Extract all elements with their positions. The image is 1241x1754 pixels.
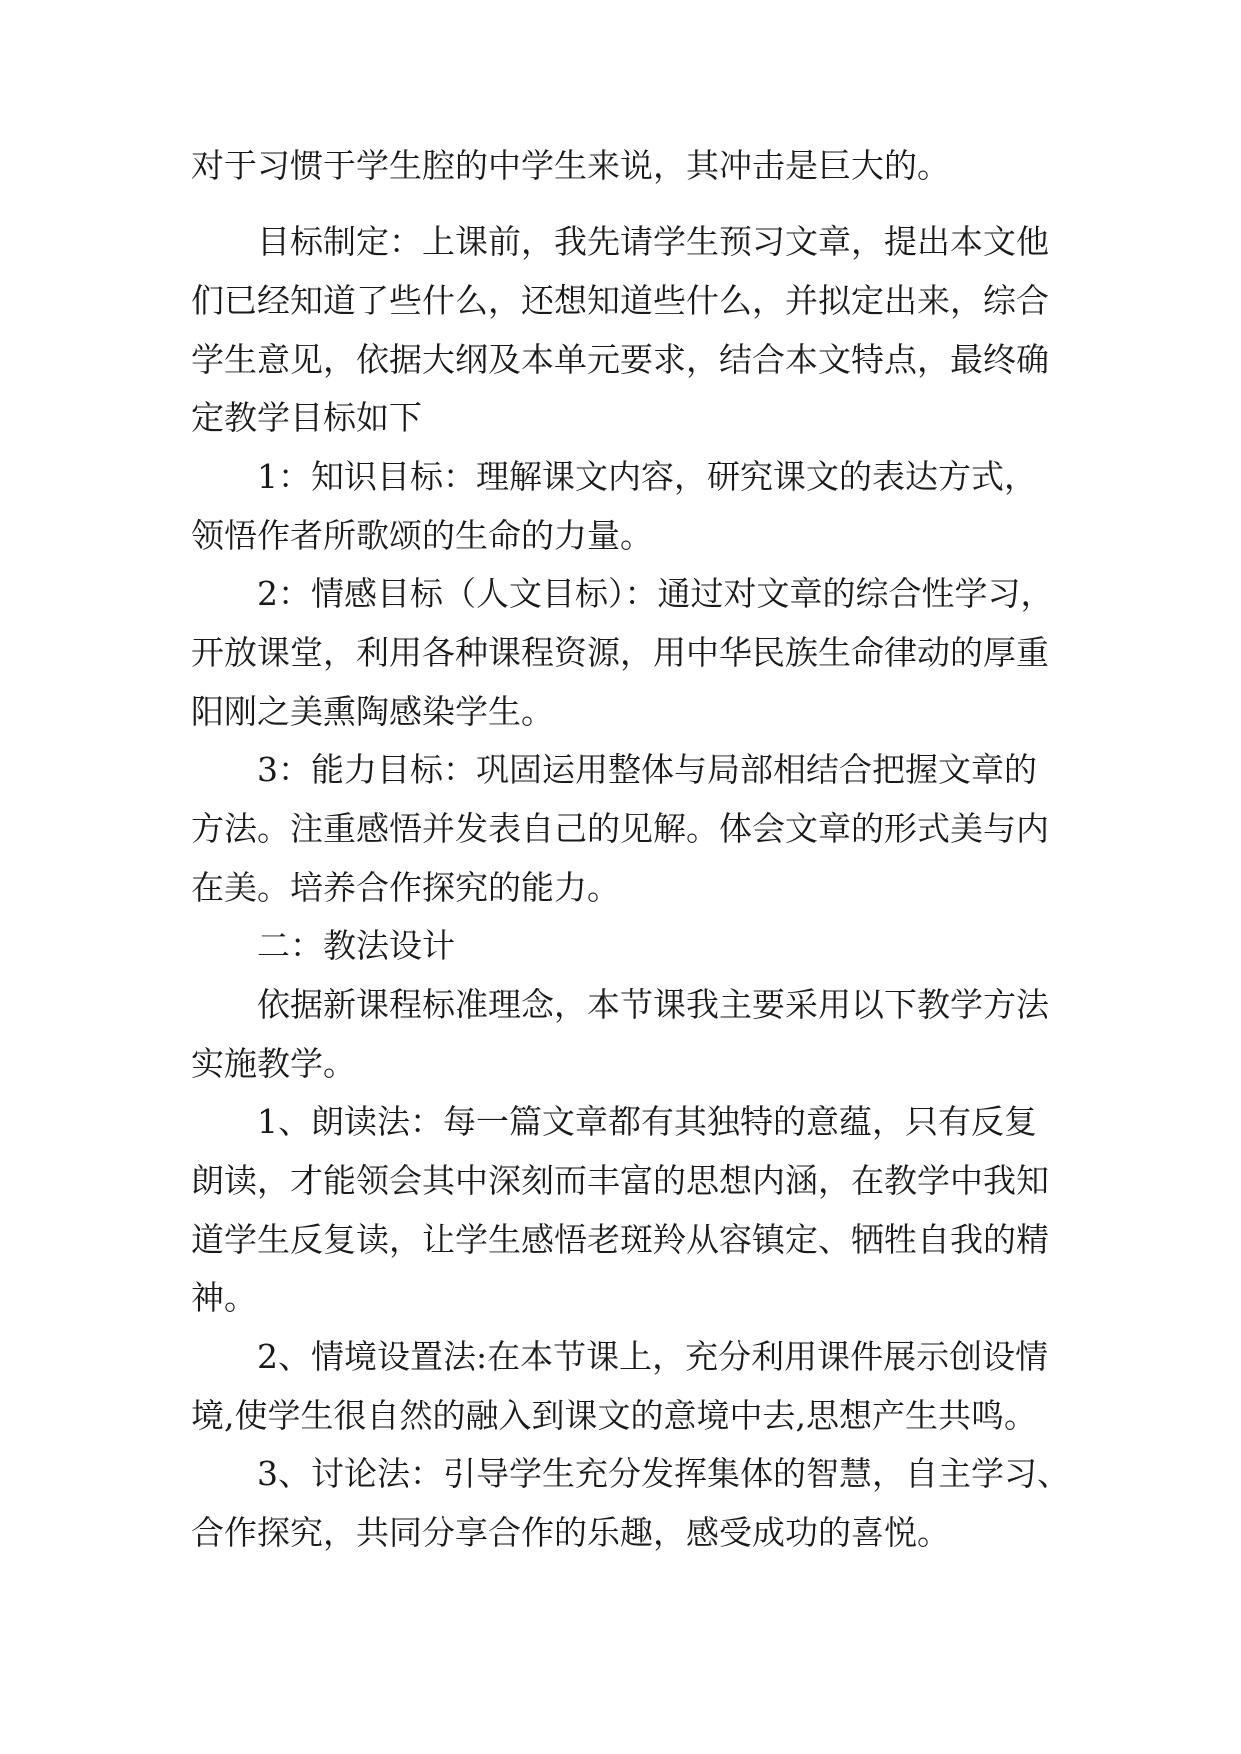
paragraph-line: 朗读，才能领会其中深刻而丰富的思想内涵，在教学中我知 bbox=[191, 1161, 1049, 1200]
paragraph-line: 3：能力目标：巩固运用整体与局部相结合把握文章的 bbox=[257, 750, 1037, 789]
paragraph-line: 在美。培养合作探究的能力。 bbox=[191, 868, 620, 907]
paragraph-line: 道学生反复读，让学生感悟老斑羚从容镇定、牺牲自我的精 bbox=[191, 1220, 1049, 1259]
paragraph-line: 1、朗读法：每一篇文章都有其独特的意蕴，只有反复 bbox=[257, 1102, 1037, 1141]
paragraph-line: 境,使学生很自然的融入到课文的意境中去,思想产生共鸣。 bbox=[191, 1396, 1037, 1435]
paragraph-line: 阳刚之美熏陶感染学生。 bbox=[191, 692, 554, 731]
paragraph-line: 2、情境设置法:在本节课上，充分利用课件展示创设情 bbox=[257, 1337, 1049, 1376]
paragraph-line: 1：知识目标：理解课文内容，研究课文的表达方式， bbox=[257, 457, 1037, 496]
paragraph-line: 定教学目标如下 bbox=[191, 398, 422, 437]
paragraph-line: 依据新课程标准理念，本节课我主要采用以下教学方法 bbox=[257, 985, 1049, 1024]
paragraph-line: 合作探究，共同分享合作的乐趣，感受成功的喜悦。 bbox=[191, 1513, 950, 1552]
paragraph-line: 实施教学。 bbox=[191, 1044, 356, 1083]
paragraph-line: 3、讨论法：引导学生充分发挥集体的智慧，自主学习、 bbox=[257, 1454, 1070, 1493]
paragraph-line: 学生意见，依据大纲及本单元要求，结合本文特点，最终确 bbox=[191, 340, 1049, 379]
paragraph-line: 神。 bbox=[191, 1278, 257, 1317]
paragraph-line: 目标制定：上课前，我先请学生预习文章，提出本文他 bbox=[257, 222, 1049, 261]
paragraph-line: 们已经知道了些什么，还想知道些什么，并拟定出来，综合 bbox=[191, 281, 1049, 320]
paragraph-line: 对于习惯于学生腔的中学生来说，其冲击是巨大的。 bbox=[191, 146, 950, 185]
paragraph-line: 开放课堂，利用各种课程资源，用中华民族生命律动的厚重 bbox=[191, 633, 1049, 672]
paragraph-line: 方法。注重感悟并发表自己的见解。体会文章的形式美与内 bbox=[191, 809, 1049, 848]
section-heading: 二：教法设计 bbox=[257, 926, 455, 965]
paragraph-line: 领悟作者所歌颂的生命的力量。 bbox=[191, 516, 653, 555]
paragraph-line: 2：情感目标（人文目标）：通过对文章的综合性学习， bbox=[257, 574, 1054, 613]
